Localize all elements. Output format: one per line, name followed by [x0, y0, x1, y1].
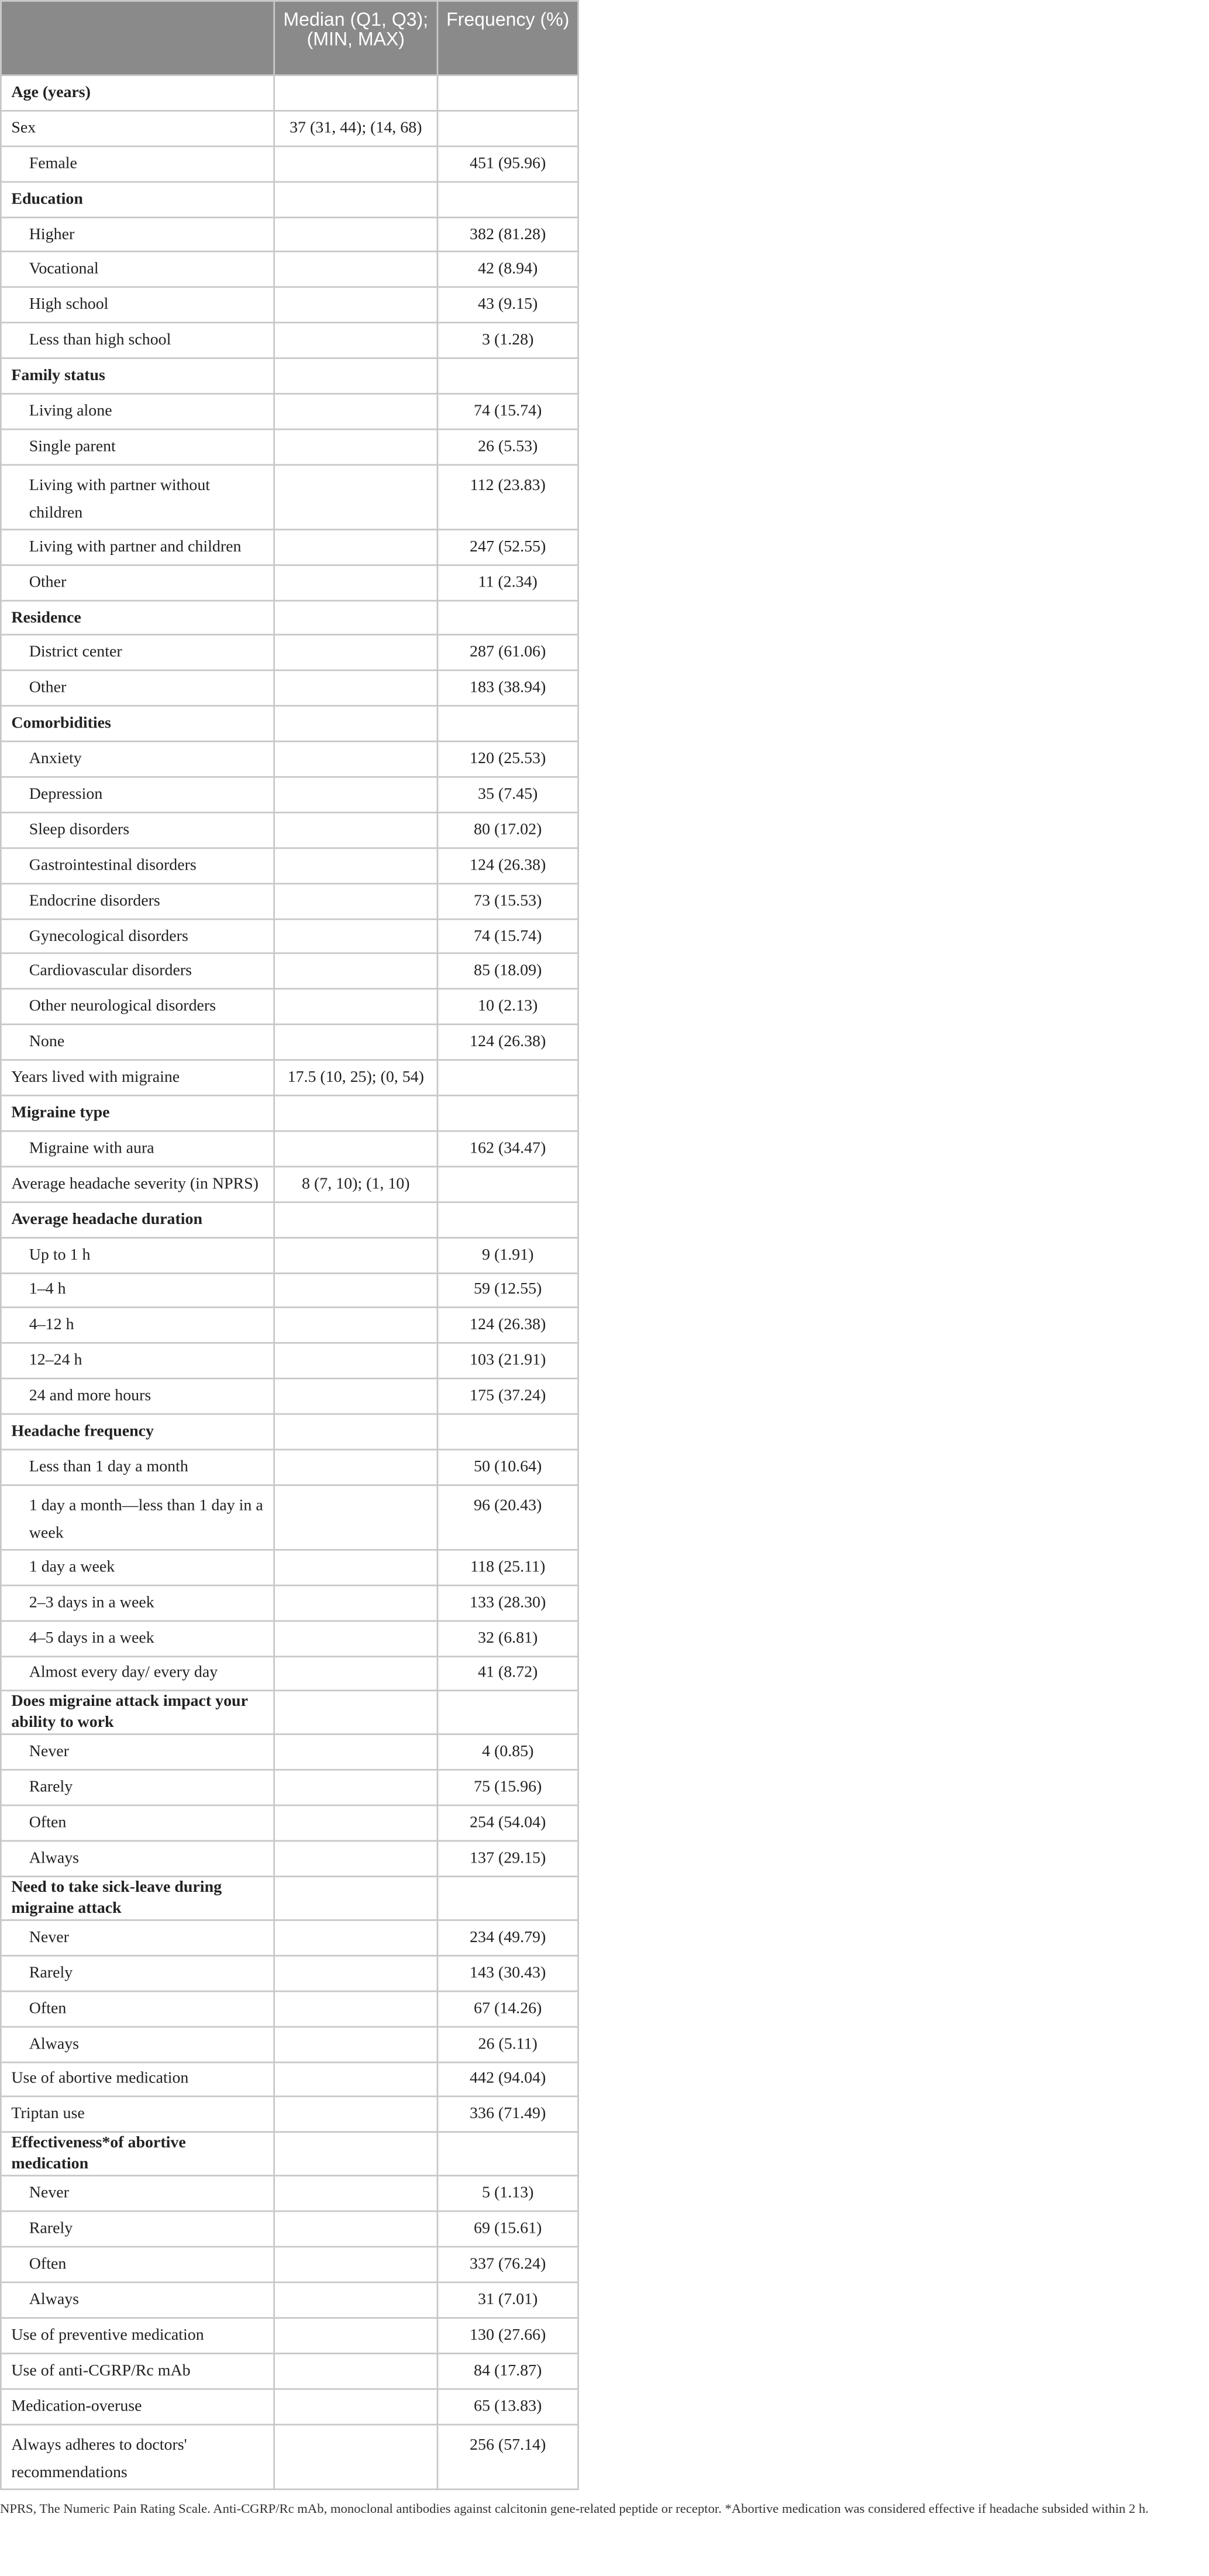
section-row — [1, 1691, 578, 1735]
row-frequency: 75 (15.96) — [438, 1770, 578, 1806]
row-label: Average headache duration — [1, 1202, 274, 1237]
table-row — [1, 954, 578, 989]
row-label: Use of abortive medication — [1, 2061, 274, 2097]
row-median — [274, 2247, 438, 2282]
row-median: 8 (7, 10); (1, 10) — [274, 1166, 438, 1202]
characteristics-table — [0, 0, 579, 2489]
row-label: 1 day a month—less than 1 day in a week — [1, 1485, 274, 1550]
row-frequency — [438, 706, 578, 742]
row-median — [274, 1414, 438, 1450]
row-frequency: 26 (5.53) — [438, 429, 578, 465]
row-label: Never — [1, 1920, 274, 1956]
row-frequency — [438, 1095, 578, 1131]
row-median — [274, 565, 438, 601]
row-label: Depression — [1, 777, 274, 813]
row-median — [274, 217, 438, 253]
row-median — [274, 1379, 438, 1415]
table-row — [1, 2212, 578, 2247]
row-label: 4–5 days in a week — [1, 1620, 274, 1656]
section-row — [1, 1414, 578, 1450]
section-row — [1, 181, 578, 217]
section-row — [1, 706, 578, 742]
row-median — [274, 429, 438, 465]
row-label: Always adheres to doctors' recommendations — [1, 2424, 274, 2489]
row-label: Average headache severity (in NPRS) — [1, 1166, 274, 1202]
row-median — [274, 2026, 438, 2062]
row-frequency: 130 (27.66) — [438, 2318, 578, 2353]
table-row — [1, 1485, 578, 1550]
row-median — [274, 1735, 438, 1771]
row-median — [274, 146, 438, 182]
row-median — [274, 742, 438, 777]
row-median — [274, 2388, 438, 2424]
row-median — [274, 1343, 438, 1379]
row-label: Rarely — [1, 1956, 274, 1991]
row-label: Use of anti-CGRP/Rc mAb — [1, 2353, 274, 2389]
row-median — [274, 671, 438, 706]
row-frequency: 74 (15.74) — [438, 394, 578, 429]
row-label: 24 and more hours — [1, 1379, 274, 1415]
table-row — [1, 1956, 578, 1991]
row-median — [274, 919, 438, 954]
row-frequency: 26 (5.11) — [438, 2026, 578, 2062]
row-label: Age (years) — [1, 75, 274, 111]
row-frequency: 42 (8.94) — [438, 252, 578, 288]
row-label: High school — [1, 288, 274, 323]
row-label: Less than 1 day a month — [1, 1450, 274, 1485]
row-label: 1 day a week — [1, 1550, 274, 1585]
row-frequency: 124 (26.38) — [438, 1025, 578, 1060]
row-frequency: 35 (7.45) — [438, 777, 578, 813]
row-frequency — [438, 181, 578, 217]
row-label: None — [1, 1025, 274, 1060]
row-label: Always — [1, 2282, 274, 2318]
row-label: Higher — [1, 217, 274, 253]
row-median — [274, 1691, 438, 1735]
row-frequency — [438, 1060, 578, 1096]
row-frequency: 133 (28.30) — [438, 1585, 578, 1620]
row-label: Living with partner without children — [1, 464, 274, 529]
row-median — [274, 1025, 438, 1060]
row-median — [274, 1656, 438, 1691]
row-frequency: 11 (2.34) — [438, 565, 578, 601]
row-frequency: 43 (9.15) — [438, 288, 578, 323]
row-label: Comorbidities — [1, 706, 274, 742]
row-median — [274, 848, 438, 884]
row-median — [274, 2353, 438, 2389]
row-frequency — [438, 1691, 578, 1735]
row-label: Female — [1, 146, 274, 182]
table-row — [1, 2026, 578, 2062]
row-median — [274, 252, 438, 288]
row-label: Gastrointestinal disorders — [1, 848, 274, 884]
row-median — [274, 1450, 438, 1485]
table-row — [1, 1450, 578, 1485]
row-frequency: 41 (8.72) — [438, 1656, 578, 1691]
table-row — [1, 2097, 578, 2133]
row-frequency: 80 (17.02) — [438, 812, 578, 848]
row-label: Living alone — [1, 394, 274, 429]
table-row — [1, 1237, 578, 1273]
row-label: 12–24 h — [1, 1343, 274, 1379]
table-row — [1, 1735, 578, 1771]
row-median — [274, 181, 438, 217]
table-row — [1, 2353, 578, 2389]
row-label: Up to 1 h — [1, 1237, 274, 1273]
row-frequency — [438, 75, 578, 111]
row-label: Always — [1, 1841, 274, 1877]
row-label: Effectiveness*of abortive medication — [1, 2133, 274, 2177]
row-median — [274, 883, 438, 919]
row-label: Anxiety — [1, 742, 274, 777]
row-frequency: 337 (76.24) — [438, 2247, 578, 2282]
row-median — [274, 288, 438, 323]
row-frequency: 69 (15.61) — [438, 2212, 578, 2247]
row-label: District center — [1, 636, 274, 671]
table-row — [1, 1841, 578, 1877]
row-frequency: 254 (54.04) — [438, 1806, 578, 1842]
table-row — [1, 2388, 578, 2424]
table-header — [1, 1, 578, 75]
table-row — [1, 2424, 578, 2489]
table-row — [1, 1308, 578, 1344]
row-label: Often — [1, 2247, 274, 2282]
row-label: 2–3 days in a week — [1, 1585, 274, 1620]
row-frequency: 183 (38.94) — [438, 671, 578, 706]
row-frequency: 3 (1.28) — [438, 323, 578, 358]
row-frequency: 67 (14.26) — [438, 1991, 578, 2026]
row-frequency: 287 (61.06) — [438, 636, 578, 671]
row-median — [274, 1202, 438, 1237]
row-median: 37 (31, 44); (14, 68) — [274, 111, 438, 146]
table-row — [1, 217, 578, 253]
row-median — [274, 1273, 438, 1308]
row-median — [274, 2424, 438, 2489]
row-frequency — [438, 1166, 578, 1202]
row-label: Years lived with migraine — [1, 1060, 274, 1096]
row-median — [274, 358, 438, 394]
row-frequency: 124 (26.38) — [438, 1308, 578, 1344]
row-median — [274, 2061, 438, 2097]
row-frequency: 84 (17.87) — [438, 2353, 578, 2389]
row-label: Vocational — [1, 252, 274, 288]
table-row — [1, 1131, 578, 1167]
header-frequency: Frequency (%) — [438, 1, 578, 75]
row-label: Migraine with aura — [1, 1131, 274, 1167]
row-frequency: 74 (15.74) — [438, 919, 578, 954]
table-row — [1, 1550, 578, 1585]
row-median — [274, 1308, 438, 1344]
table-row — [1, 529, 578, 565]
table-row — [1, 1656, 578, 1691]
row-frequency: 31 (7.01) — [438, 2282, 578, 2318]
row-label: Does migraine attack impact your ability to work — [1, 1691, 274, 1735]
table-row — [1, 2247, 578, 2282]
table-row — [1, 883, 578, 919]
row-label: Less than high school — [1, 323, 274, 358]
table-row — [1, 919, 578, 954]
row-frequency: 50 (10.64) — [438, 1450, 578, 1485]
row-median — [274, 2133, 438, 2177]
table-row — [1, 989, 578, 1025]
row-label: Rarely — [1, 2212, 274, 2247]
row-frequency: 96 (20.43) — [438, 1485, 578, 1550]
row-median — [274, 1841, 438, 1877]
row-label: Never — [1, 1735, 274, 1771]
row-frequency: 143 (30.43) — [438, 1956, 578, 1991]
table-row — [1, 1920, 578, 1956]
row-frequency: 256 (57.14) — [438, 2424, 578, 2489]
table-row — [1, 777, 578, 813]
table-body — [1, 75, 578, 2489]
row-median — [274, 1585, 438, 1620]
row-frequency — [438, 1202, 578, 1237]
row-median — [274, 989, 438, 1025]
row-label: Single parent — [1, 429, 274, 465]
row-label: Rarely — [1, 1770, 274, 1806]
section-row — [1, 2133, 578, 2177]
row-frequency: 112 (23.83) — [438, 464, 578, 529]
table-footnote: NPRS, The Numeric Pain Rating Scale. Anti-CGRP/Rc mAb, monoclonal antibodies against calcitonin gene-related peptide or receptor. *Abortive medication was considered effective if headache subsided within 2 h. — [0, 2501, 1149, 2516]
table-row — [1, 2176, 578, 2212]
table-row — [1, 1991, 578, 2026]
row-label: Education — [1, 181, 274, 217]
table-row — [1, 1060, 578, 1096]
row-frequency — [438, 600, 578, 636]
header-median: Median (Q1, Q3); (MIN, MAX) — [274, 1, 438, 75]
row-median — [274, 1131, 438, 1167]
row-label: Triptan use — [1, 2097, 274, 2133]
row-frequency: 382 (81.28) — [438, 217, 578, 253]
row-median — [274, 777, 438, 813]
row-frequency: 451 (95.96) — [438, 146, 578, 182]
row-frequency: 65 (13.83) — [438, 2388, 578, 2424]
row-label: Other — [1, 565, 274, 601]
row-label: Family status — [1, 358, 274, 394]
row-median — [274, 812, 438, 848]
row-label: Sleep disorders — [1, 812, 274, 848]
row-median — [274, 2176, 438, 2212]
table-row — [1, 1585, 578, 1620]
row-frequency: 9 (1.91) — [438, 1237, 578, 1273]
table-row — [1, 565, 578, 601]
table-row — [1, 742, 578, 777]
row-label: Need to take sick-leave during migraine attack — [1, 1877, 274, 1920]
row-median — [274, 2212, 438, 2247]
table-row — [1, 1620, 578, 1656]
row-median — [274, 1620, 438, 1656]
row-frequency — [438, 1877, 578, 1920]
row-frequency: 103 (21.91) — [438, 1343, 578, 1379]
row-median — [274, 75, 438, 111]
row-median — [274, 636, 438, 671]
header-variable — [1, 1, 274, 75]
row-label: Almost every day/ every day — [1, 1656, 274, 1691]
row-frequency: 73 (15.53) — [438, 883, 578, 919]
row-median — [274, 529, 438, 565]
section-row — [1, 1095, 578, 1131]
row-label: Always — [1, 2026, 274, 2062]
row-frequency: 85 (18.09) — [438, 954, 578, 989]
table-row — [1, 323, 578, 358]
row-median: 17.5 (10, 25); (0, 54) — [274, 1060, 438, 1096]
table-row — [1, 1343, 578, 1379]
row-median — [274, 464, 438, 529]
row-label: Endocrine disorders — [1, 883, 274, 919]
section-row — [1, 1202, 578, 1237]
row-median — [274, 1095, 438, 1131]
row-label: Often — [1, 1991, 274, 2026]
row-median — [274, 1806, 438, 1842]
table-row — [1, 812, 578, 848]
row-label: Headache frequency — [1, 1414, 274, 1450]
row-frequency: 442 (94.04) — [438, 2061, 578, 2097]
row-median — [274, 1485, 438, 1550]
table-row — [1, 1770, 578, 1806]
row-frequency — [438, 2133, 578, 2177]
row-median — [274, 600, 438, 636]
row-label: Migraine type — [1, 1095, 274, 1131]
table-row — [1, 671, 578, 706]
row-frequency: 162 (34.47) — [438, 1131, 578, 1167]
row-median — [274, 2097, 438, 2133]
row-median — [274, 1237, 438, 1273]
row-frequency: 5 (1.13) — [438, 2176, 578, 2212]
row-label: Often — [1, 1806, 274, 1842]
row-frequency: 137 (29.15) — [438, 1841, 578, 1877]
row-frequency: 4 (0.85) — [438, 1735, 578, 1771]
table-row — [1, 146, 578, 182]
row-label: Cardiovascular disorders — [1, 954, 274, 989]
row-frequency: 32 (6.81) — [438, 1620, 578, 1656]
row-label: 4–12 h — [1, 1308, 274, 1344]
row-frequency: 247 (52.55) — [438, 529, 578, 565]
header-row — [1, 1, 578, 75]
section-row — [1, 75, 578, 111]
row-frequency: 10 (2.13) — [438, 989, 578, 1025]
row-frequency: 124 (26.38) — [438, 848, 578, 884]
table-row — [1, 394, 578, 429]
row-frequency: 120 (25.53) — [438, 742, 578, 777]
row-label: Other — [1, 671, 274, 706]
row-label: Use of preventive medication — [1, 2318, 274, 2353]
row-frequency — [438, 358, 578, 394]
table-row — [1, 1806, 578, 1842]
row-median — [274, 2282, 438, 2318]
table-row — [1, 1025, 578, 1060]
table-row — [1, 2061, 578, 2097]
row-median — [274, 1770, 438, 1806]
row-label: Residence — [1, 600, 274, 636]
section-row — [1, 600, 578, 636]
table-row — [1, 252, 578, 288]
table-row — [1, 288, 578, 323]
table-row — [1, 464, 578, 529]
section-row — [1, 1877, 578, 1920]
table-row — [1, 1166, 578, 1202]
table-row — [1, 2318, 578, 2353]
table-row — [1, 636, 578, 671]
row-label: Other neurological disorders — [1, 989, 274, 1025]
row-median — [274, 323, 438, 358]
table-row — [1, 2282, 578, 2318]
row-frequency: 59 (12.55) — [438, 1273, 578, 1308]
row-label: Gynecological disorders — [1, 919, 274, 954]
row-median — [274, 1991, 438, 2026]
row-median — [274, 1920, 438, 1956]
row-median — [274, 1956, 438, 1991]
row-label: Sex — [1, 111, 274, 146]
row-frequency: 336 (71.49) — [438, 2097, 578, 2133]
row-median — [274, 1877, 438, 1920]
table-row — [1, 848, 578, 884]
row-median — [274, 1550, 438, 1585]
table-row — [1, 429, 578, 465]
row-label: Never — [1, 2176, 274, 2212]
row-median — [274, 706, 438, 742]
section-row — [1, 358, 578, 394]
row-label: Medication-overuse — [1, 2388, 274, 2424]
row-median — [274, 394, 438, 429]
row-frequency: 118 (25.11) — [438, 1550, 578, 1585]
row-frequency: 175 (37.24) — [438, 1379, 578, 1415]
row-label: 1–4 h — [1, 1273, 274, 1308]
row-frequency: 234 (49.79) — [438, 1920, 578, 1956]
row-frequency — [438, 1414, 578, 1450]
table-row — [1, 111, 578, 146]
row-label: Living with partner and children — [1, 529, 274, 565]
row-median — [274, 954, 438, 989]
table-row — [1, 1273, 578, 1308]
row-median — [274, 2318, 438, 2353]
table-row — [1, 1379, 578, 1415]
row-frequency — [438, 111, 578, 146]
